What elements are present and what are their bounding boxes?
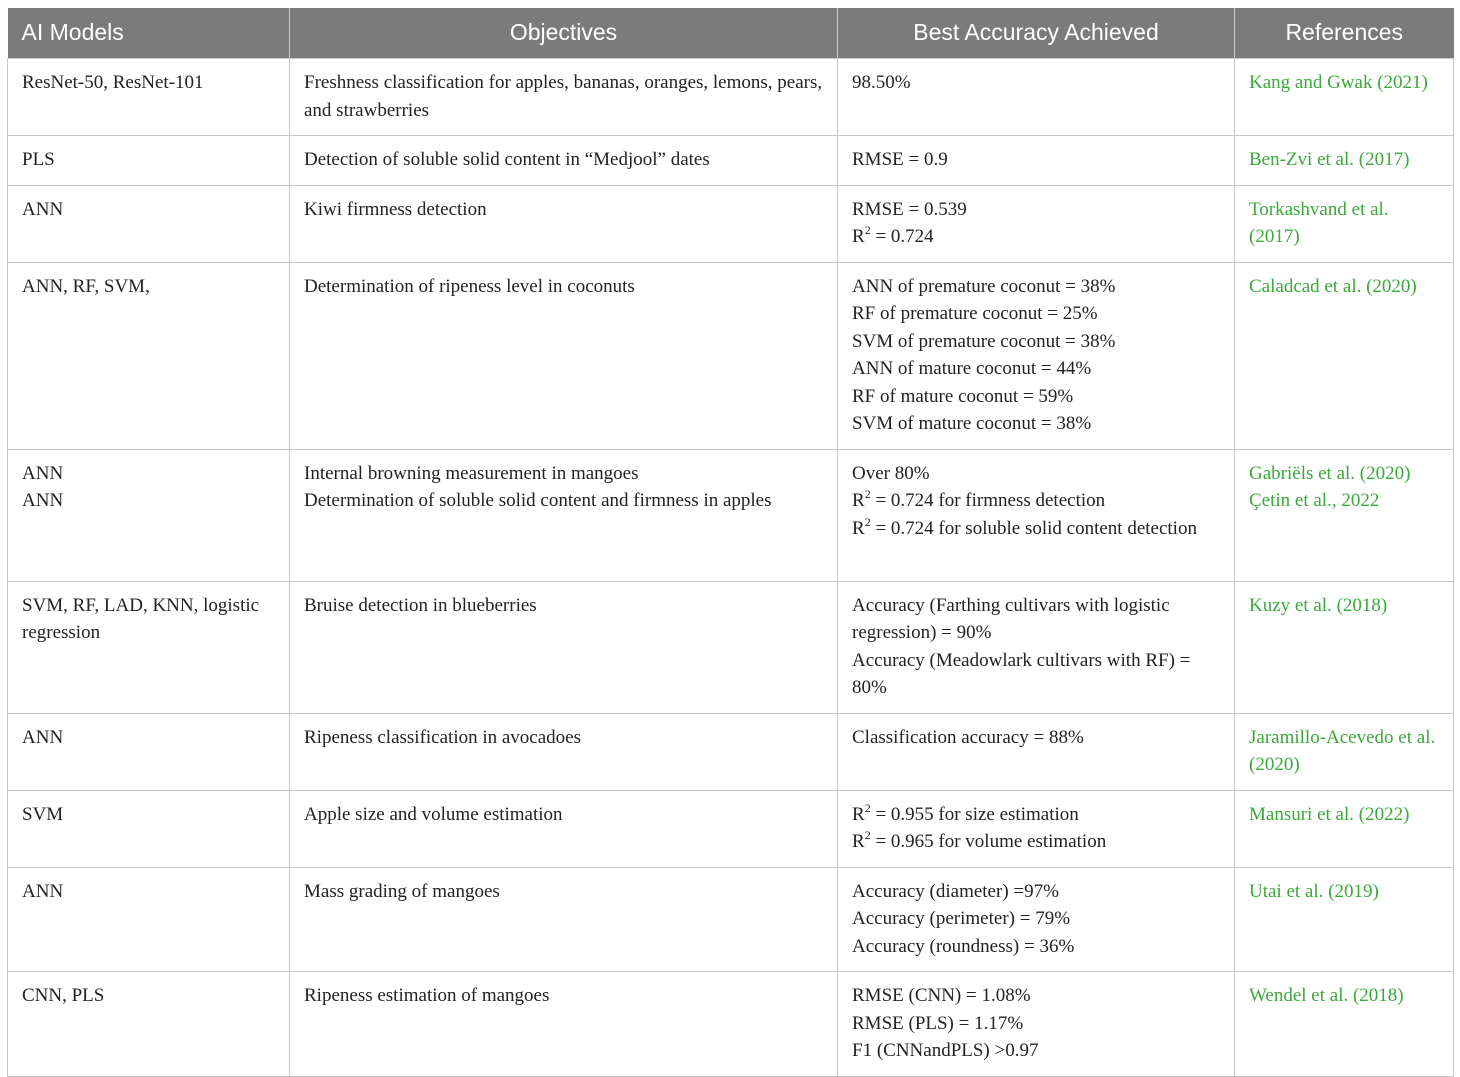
objective-text: Internal browning measurement in mangoes (304, 462, 639, 484)
ai-models-cell (8, 790, 290, 867)
objective-text: Kiwi firmness detection (304, 198, 487, 220)
ai-models-table (7, 8, 1454, 1077)
accuracy-value: ANN of mature coconut = 44% (852, 358, 1092, 379)
model-name: CNN, PLS (22, 985, 105, 1006)
references-cell (1235, 867, 1454, 972)
accuracy-cell (838, 581, 1235, 713)
objectives-cell (290, 972, 838, 1077)
objective-text: Determination of soluble solid content and firmness in apples (304, 490, 772, 511)
table-row (8, 59, 1454, 136)
accuracy-value: ANN of premature coconut = 38% (852, 275, 1116, 297)
accuracy-cell (838, 185, 1235, 262)
accuracy-cell (838, 713, 1235, 790)
accuracy-value: RMSE = 0.539 (852, 198, 967, 220)
table-row (8, 136, 1454, 186)
metric-symbol: R (852, 490, 865, 511)
accuracy-cell (838, 449, 1235, 581)
ai-models-cell (8, 136, 290, 186)
accuracy-value: RMSE (CNN) = 1.08% (852, 985, 1031, 1006)
reference-link[interactable]: Gabriëls et al. (2020) (1249, 462, 1411, 484)
accuracy-line (852, 828, 1220, 856)
objective-text: Ripeness estimation of mangoes (304, 985, 550, 1006)
accuracy-value: = 0.724 for soluble solid content detection (870, 517, 1197, 539)
references-cell (1235, 713, 1454, 790)
reference-link[interactable]: Kuzy et al. (2018) (1249, 594, 1388, 616)
accuracy-value: SVM of premature coconut = 38% (852, 330, 1116, 352)
accuracy-line (852, 196, 1220, 224)
accuracy-cell (838, 867, 1235, 972)
model-name: PLS (22, 149, 55, 170)
table-row (8, 867, 1454, 972)
table-row (8, 581, 1454, 713)
accuracy-line (852, 592, 1220, 647)
metric-symbol: R (852, 831, 865, 852)
accuracy-value: = 0.724 for firmness detection (870, 490, 1106, 511)
accuracy-line (852, 982, 1220, 1010)
superscript: 2 (864, 223, 871, 237)
accuracy-cell (838, 262, 1235, 449)
ai-models-cell (8, 262, 290, 449)
accuracy-line (852, 515, 1220, 543)
model-name: SVM (22, 803, 64, 825)
objectives-cell (290, 185, 838, 262)
model-name: ANN (22, 726, 64, 748)
references-cell (1235, 185, 1454, 262)
accuracy-line (852, 1010, 1220, 1038)
accuracy-line (852, 146, 1220, 174)
accuracy-line (852, 487, 1220, 515)
ai-models-cell (8, 867, 290, 972)
accuracy-line (852, 1037, 1220, 1065)
model-name: SVM, RF, LAD, KNN, logistic regression (22, 594, 260, 643)
superscript: 2 (864, 487, 871, 501)
objective-text: Ripeness classification in avocadoes (304, 726, 582, 748)
reference-link[interactable]: Utai et al. (2019) (1249, 880, 1379, 902)
header-best-accuracy: Best Accuracy Achieved (838, 8, 1235, 59)
accuracy-line (852, 300, 1220, 328)
accuracy-value: SVM of mature coconut = 38% (852, 413, 1092, 434)
accuracy-value: Accuracy (Meadowlark cultivars with RF) = 80% (852, 649, 1191, 698)
objectives-cell (290, 449, 838, 581)
accuracy-line (852, 273, 1220, 301)
accuracy-line (852, 905, 1220, 933)
model-name: ResNet-50, ResNet-101 (22, 72, 204, 93)
table-row (8, 790, 1454, 867)
table-header (8, 8, 1454, 59)
reference-link[interactable]: Jaramillo-Acevedo et al. (2020) (1249, 726, 1436, 775)
objective-text: Bruise detection in blueberries (304, 594, 537, 616)
metric-symbol: R (852, 803, 865, 825)
accuracy-line (852, 328, 1220, 356)
accuracy-value: Over 80% (852, 462, 930, 484)
model-name: ANN (22, 490, 64, 511)
header-objectives: Objectives (290, 8, 838, 59)
accuracy-value: = 0.724 (870, 226, 934, 247)
reference-link[interactable]: Torkashvand et al. (2017) (1249, 198, 1389, 247)
metric-symbol: R (852, 517, 865, 539)
objectives-cell (290, 136, 838, 186)
model-name: ANN (22, 198, 64, 220)
accuracy-value: = 0.955 for size estimation (870, 803, 1079, 825)
references-cell (1235, 262, 1454, 449)
ai-models-cell (8, 972, 290, 1077)
objectives-cell (290, 713, 838, 790)
header-ai-models: AI Models (8, 8, 290, 59)
accuracy-line (852, 383, 1220, 411)
metric-symbol: R (852, 226, 865, 247)
accuracy-value: F1 (CNNandPLS) >0.97 (852, 1040, 1039, 1061)
table-row (8, 449, 1454, 581)
reference-link[interactable]: Caladcad et al. (2020) (1249, 275, 1417, 297)
objectives-cell (290, 867, 838, 972)
objective-text: Freshness classification for apples, bananas, oranges, lemons, pears, and strawberries (304, 72, 823, 121)
accuracy-line (852, 933, 1220, 961)
table-row (8, 185, 1454, 262)
ai-models-cell (8, 449, 290, 581)
table-row (8, 972, 1454, 1077)
reference-link[interactable]: Ben-Zvi et al. (2017) (1249, 149, 1410, 170)
reference-link[interactable]: Kang and Gwak (2021) (1249, 72, 1428, 93)
table-body (8, 59, 1454, 1077)
accuracy-value: Accuracy (Farthing cultivars with logistic regression) = 90% (852, 594, 1170, 643)
references-cell (1235, 136, 1454, 186)
superscript: 2 (864, 800, 871, 815)
header-row (8, 8, 1454, 59)
table-row (8, 262, 1454, 449)
accuracy-line (852, 355, 1220, 383)
accuracy-line (852, 724, 1220, 752)
superscript: 2 (864, 828, 871, 842)
accuracy-cell (838, 972, 1235, 1077)
objective-text: Apple size and volume estimation (304, 803, 563, 825)
accuracy-value: 98.50% (852, 72, 911, 93)
references-cell (1235, 59, 1454, 136)
accuracy-value: Accuracy (roundness) = 36% (852, 935, 1075, 957)
accuracy-value: Accuracy (perimeter) = 79% (852, 908, 1071, 929)
accuracy-value: Classification accuracy = 88% (852, 726, 1084, 748)
ai-models-cell (8, 581, 290, 713)
references-cell (1235, 581, 1454, 713)
references-cell (1235, 449, 1454, 581)
accuracy-cell (838, 790, 1235, 867)
superscript: 2 (864, 514, 871, 529)
ai-models-cell (8, 59, 290, 136)
model-name: ANN (22, 880, 64, 902)
header-references: References (1235, 8, 1454, 59)
ai-models-cell (8, 185, 290, 262)
objectives-cell (290, 59, 838, 136)
accuracy-line (852, 460, 1220, 488)
accuracy-value: Accuracy (diameter) =97% (852, 880, 1059, 902)
objective-text: Detection of soluble solid content in “Medjool” dates (304, 149, 710, 170)
accuracy-line (852, 410, 1220, 438)
accuracy-line (852, 801, 1220, 829)
objectives-cell (290, 790, 838, 867)
accuracy-value: = 0.965 for volume estimation (870, 831, 1107, 852)
objectives-cell (290, 581, 838, 713)
objective-text: Mass grading of mangoes (304, 880, 500, 902)
accuracy-line (852, 223, 1220, 251)
reference-link[interactable]: Wendel et al. (2018) (1249, 985, 1404, 1006)
accuracy-line (852, 647, 1220, 702)
accuracy-value: RF of mature coconut = 59% (852, 385, 1074, 407)
reference-link[interactable]: Çetin et al., 2022 (1249, 490, 1380, 511)
references-cell (1235, 972, 1454, 1077)
objectives-cell (290, 262, 838, 449)
model-name: ANN, RF, SVM, (22, 275, 150, 297)
objective-text: Determination of ripeness level in coconuts (304, 275, 635, 297)
accuracy-value: RMSE (PLS) = 1.17% (852, 1012, 1024, 1034)
accuracy-value: RF of premature coconut = 25% (852, 303, 1098, 324)
accuracy-cell (838, 59, 1235, 136)
table-row (8, 713, 1454, 790)
reference-link[interactable]: Mansuri et al. (2022) (1249, 803, 1410, 825)
references-cell (1235, 790, 1454, 867)
accuracy-value: RMSE = 0.9 (852, 149, 948, 170)
model-name: ANN (22, 462, 64, 484)
accuracy-line (852, 69, 1220, 97)
accuracy-line (852, 878, 1220, 906)
accuracy-cell (838, 136, 1235, 186)
ai-models-cell (8, 713, 290, 790)
